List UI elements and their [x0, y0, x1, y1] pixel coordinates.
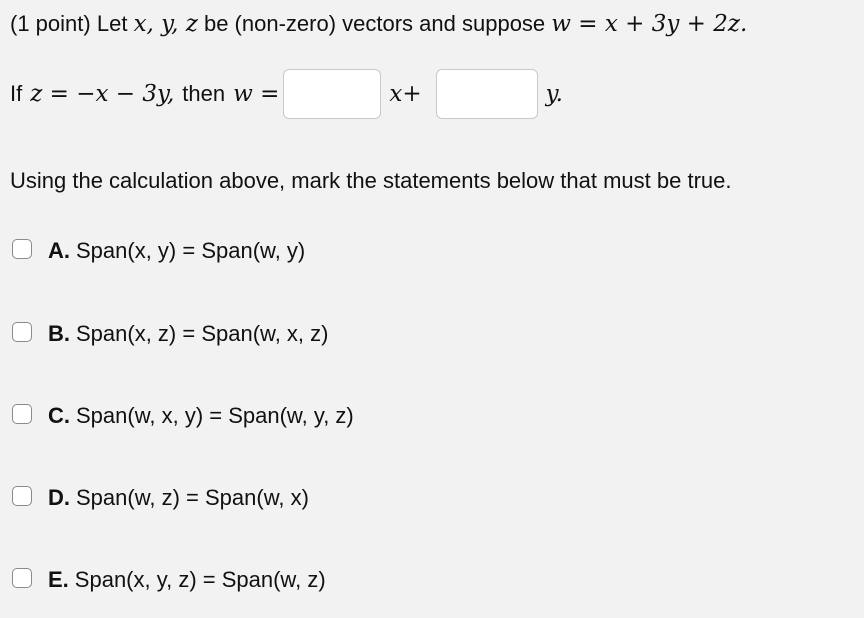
- vector-variables: x, y, z: [133, 11, 198, 37]
- option-c[interactable]: [12, 403, 354, 429]
- instructions-text: Using the calculation above, mark the statements below that must be true.: [10, 168, 732, 193]
- question-statement: [10, 8, 747, 40]
- option-b-text: Span(x, z) = Span(w, x, z): [76, 321, 329, 346]
- w-equals: w =: [233, 81, 280, 107]
- option-e-letter: E.: [48, 567, 69, 592]
- points-label: (1 point): [10, 11, 91, 36]
- option-c-text: Span(w, x, y) = Span(w, y, z): [76, 403, 354, 428]
- y-coefficient-input[interactable]: [436, 69, 538, 119]
- option-a-checkbox[interactable]: [12, 239, 32, 259]
- let-word: Let: [96, 11, 128, 36]
- then-text: then: [182, 81, 226, 106]
- w-definition: w = x + 3y + 2z.: [551, 11, 748, 37]
- option-a-text: Span(x, y) = Span(w, y): [76, 238, 306, 263]
- option-e-text: Span(x, y, z) = Span(w, z): [74, 567, 326, 592]
- option-d-checkbox[interactable]: [12, 486, 32, 506]
- x-coefficient-input[interactable]: [283, 69, 381, 119]
- z-condition: z = −x − 3y,: [30, 81, 175, 107]
- option-c-letter: C.: [48, 403, 70, 428]
- option-a[interactable]: [12, 238, 305, 264]
- if-word: If: [10, 81, 23, 106]
- fill-in-row: [10, 67, 563, 121]
- y-end-label: y.: [545, 81, 563, 107]
- x-plus-label: x+: [389, 81, 422, 107]
- option-b-letter: B.: [48, 321, 70, 346]
- option-b[interactable]: [12, 321, 328, 347]
- be-text: be (non-zero) vectors and suppose: [203, 11, 546, 36]
- option-e[interactable]: [12, 567, 326, 593]
- option-c-checkbox[interactable]: [12, 404, 32, 424]
- option-b-checkbox[interactable]: [12, 322, 32, 342]
- option-a-letter: A.: [48, 238, 70, 263]
- option-d-text: Span(w, z) = Span(w, x): [76, 485, 309, 510]
- option-d[interactable]: [12, 485, 309, 511]
- option-e-checkbox[interactable]: [12, 568, 32, 588]
- option-d-letter: D.: [48, 485, 70, 510]
